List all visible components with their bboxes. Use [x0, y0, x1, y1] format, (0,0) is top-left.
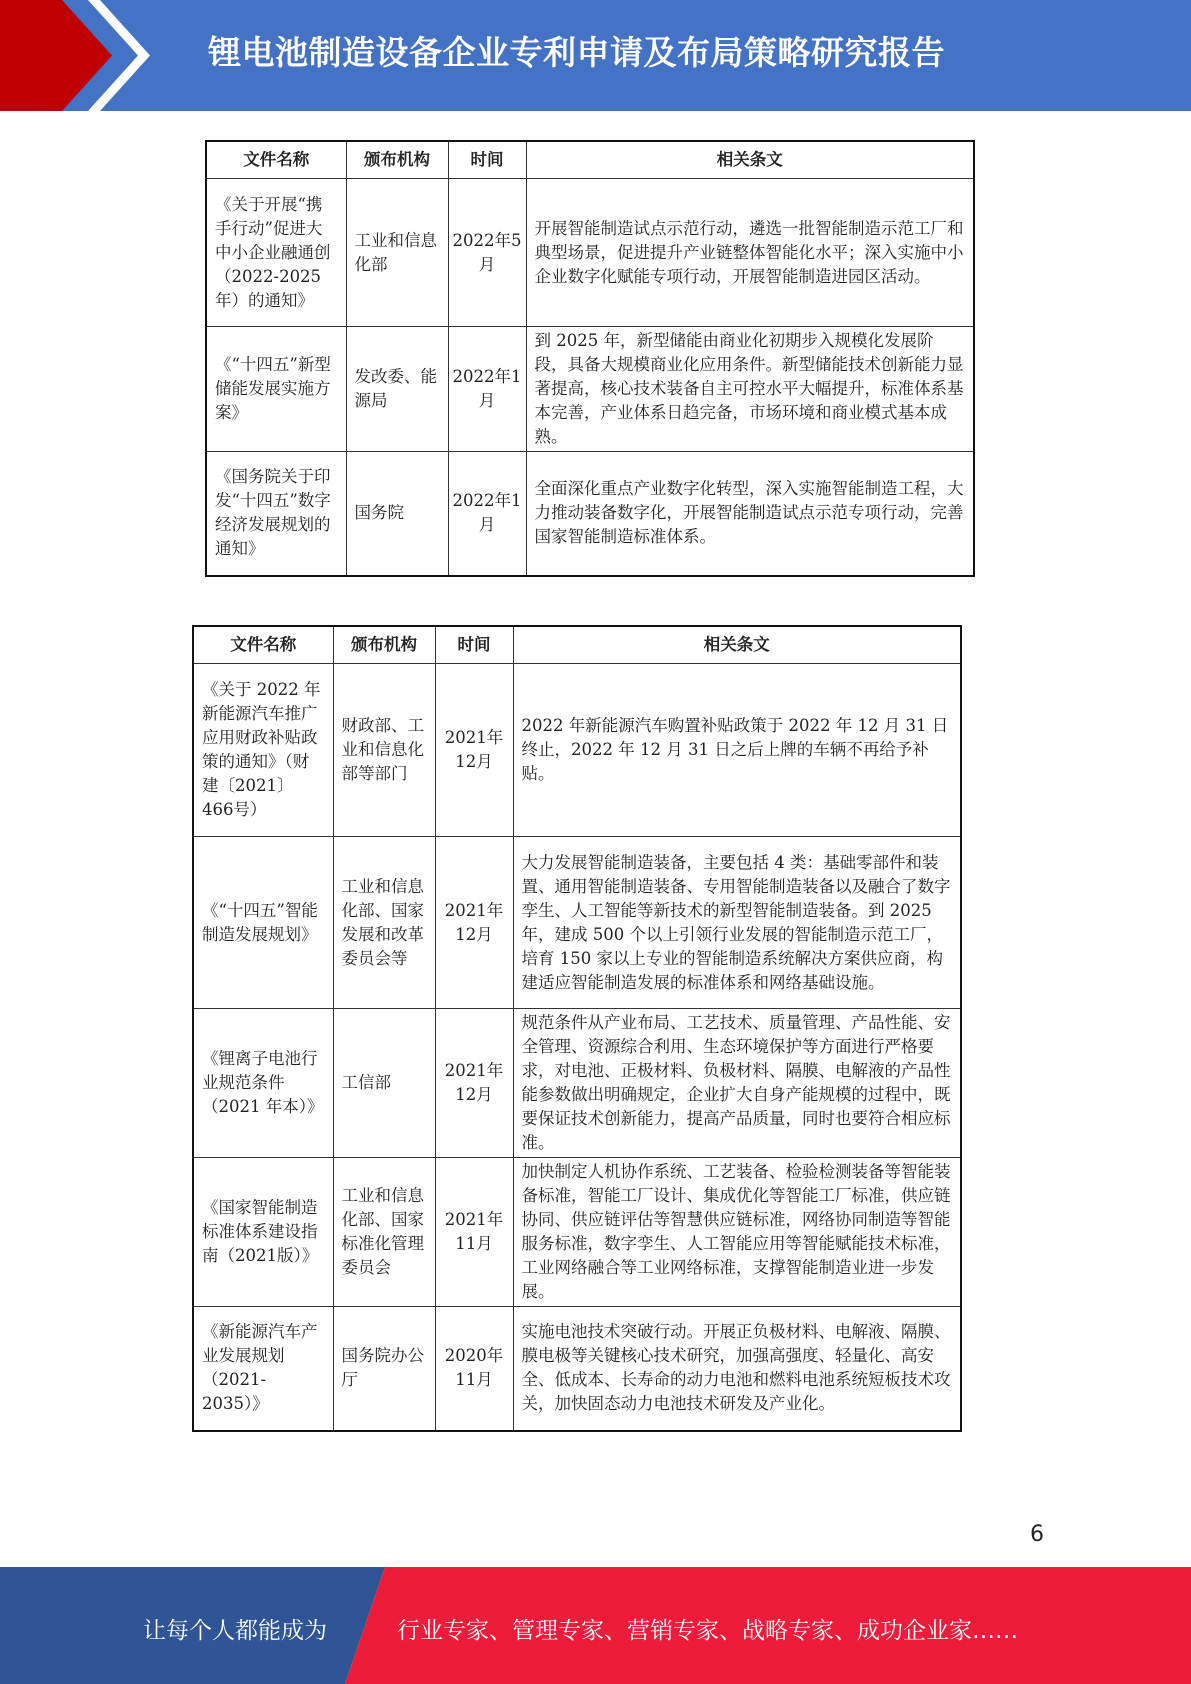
table-row — [193, 664, 961, 837]
table-header-row — [206, 141, 974, 179]
time-cell: 2021年11月 — [435, 1158, 513, 1307]
time-cell: 2021年12月 — [435, 837, 513, 1009]
table-row — [193, 1158, 961, 1307]
agency-cell: 工业和信息化部、国家标准化管理委员会 — [333, 1158, 435, 1307]
document-name-cell: 《关于 2022 年新能源汽车推广应用财政补贴政策的通知》（财建〔2021〕466号） — [193, 664, 333, 837]
provision-cell: 实施电池技术突破行动。开展正负极材料、电解液、隔膜、膜电极等关键核心技术研究，加强高强度、轻量化、高安全、低成本、长寿命的动力电池和燃料电池系统短板技术攻关，加快固态动力电池技术研发及产业化。 — [513, 1307, 961, 1431]
provision-cell: 全面深化重点产业数字化转型，深入实施智能制造工程，大力推动装备数字化，开展智能制造试点示范专项行动，完善国家智能制造标准体系。 — [526, 452, 974, 576]
time-cell: 2021年12月 — [435, 664, 513, 837]
provision-cell: 开展智能制造试点示范行动，遴选一批智能制造示范工厂和典型场景，促进提升产业链整体智能化水平；深入实施中小企业数字化赋能专项行动，开展智能制造进园区活动。 — [526, 179, 974, 327]
agency-cell: 工信部 — [333, 1009, 435, 1158]
table-row — [206, 452, 974, 576]
agency-cell: 工业和信息化部 — [346, 179, 448, 327]
provision-cell: 2022 年新能源汽车购置补贴政策于 2022 年 12 月 31 日终止，2022 年 12 月 31 日之后上牌的车辆不再给予补贴。 — [513, 664, 961, 837]
column-header-text: 相关条文 — [513, 626, 961, 664]
footer-slogan-right: 行业专家、管理专家、营销专家、战略专家、成功企业家…… — [397, 1618, 1018, 1644]
header-arrow-icon — [0, 0, 160, 111]
table-row — [193, 1307, 961, 1431]
policy-table-2 — [192, 625, 962, 1432]
table-row — [206, 179, 974, 327]
table-header-row — [193, 626, 961, 664]
time-cell: 2022年5月 — [448, 179, 526, 327]
column-header-text: 相关条文 — [526, 141, 974, 179]
provision-cell: 规范条件从产业布局、工艺技术、质量管理、产品性能、安全管理、资源综合利用、生态环境保护等方面进行严格要求，对电池、正极材料、负极材料、隔膜、电解液的产品性能参数做出明确规定，企业扩大自身产能规模的过程中，既要保证技术创新能力，提高产品质量，同时也要符合相应标准。 — [513, 1009, 961, 1158]
document-title: 锂电池制造设备企业专利申请及布局策略研究报告 — [208, 33, 945, 72]
policy-table-1 — [205, 140, 975, 577]
time-cell: 2022年1月 — [448, 327, 526, 452]
column-header-time: 时间 — [435, 626, 513, 664]
provision-cell: 到 2025 年，新型储能由商业化初期步入规模化发展阶段，具备大规模商业化应用条件。新型储能技术创新能力显著提高，核心技术装备自主可控水平大幅提升，标准体系基本完善，产业体系日趋完备，市场环境和商业模式基本成熟。 — [526, 327, 974, 452]
document-name-cell: 《国家智能制造标准体系建设指南（2021版）》 — [193, 1158, 333, 1307]
time-cell: 2020年11月 — [435, 1307, 513, 1431]
document-name-cell: 《“十四五”智能制造发展规划》 — [193, 837, 333, 1009]
table-row — [193, 837, 961, 1009]
column-header-time: 时间 — [448, 141, 526, 179]
column-header-agency: 颁布机构 — [346, 141, 448, 179]
agency-cell: 发改委、能源局 — [346, 327, 448, 452]
provision-cell: 大力发展智能制造装备，主要包括 4 类：基础零部件和装置、通用智能制造装备、专用智能制造装备以及融合了数字孪生、人工智能等新技术的新型智能制造装备。到 2025 年，建成 500 个以上引领行业发展的智能制造示范工厂，培育 150 家以上专业的智能制造系统解决方案供应商，构建适应智能制造发展的标准体系和网络基础设施。 — [513, 837, 961, 1009]
agency-cell: 国务院办公厅 — [333, 1307, 435, 1431]
document-name-cell: 《锂离子电池行业规范条件（2021 年本）》 — [193, 1009, 333, 1158]
provision-cell: 加快制定人机协作系统、工艺装备、检验检测装备等智能装备标准，智能工厂设计、集成优化等智能工厂标准，供应链协同、供应链评估等智慧供应链标准，网络协同制造等智能服务标准，数字孪生、人工智能应用等智能赋能技术标准，工业网络融合等工业网络标准，支撑智能制造业进一步发展。 — [513, 1158, 961, 1307]
time-cell: 2021年12月 — [435, 1009, 513, 1158]
document-name-cell: 《国务院关于印发“十四五”数字经济发展规划的通知》 — [206, 452, 346, 576]
table-row — [193, 1009, 961, 1158]
document-name-cell: 《“十四五”新型储能发展实施方案》 — [206, 327, 346, 452]
document-name-cell: 《关于开展“携手行动”促进大中小企业融通创（2022-2025年）的通知》 — [206, 179, 346, 327]
document-name-cell: 《新能源汽车产业发展规划（2021-2035）》 — [193, 1307, 333, 1431]
agency-cell: 财政部、工业和信息化部等部门 — [333, 664, 435, 837]
time-cell: 2022年1月 — [448, 452, 526, 576]
footer-slogan-left: 让每个人都能成为 — [143, 1618, 327, 1644]
agency-cell: 工业和信息化部、国家发展和改革委员会等 — [333, 837, 435, 1009]
column-header-agency: 颁布机构 — [333, 626, 435, 664]
table-row — [206, 327, 974, 452]
agency-cell: 国务院 — [346, 452, 448, 576]
page-number: 6 — [1030, 1522, 1044, 1547]
column-header-name: 文件名称 — [193, 626, 333, 664]
column-header-name: 文件名称 — [206, 141, 346, 179]
